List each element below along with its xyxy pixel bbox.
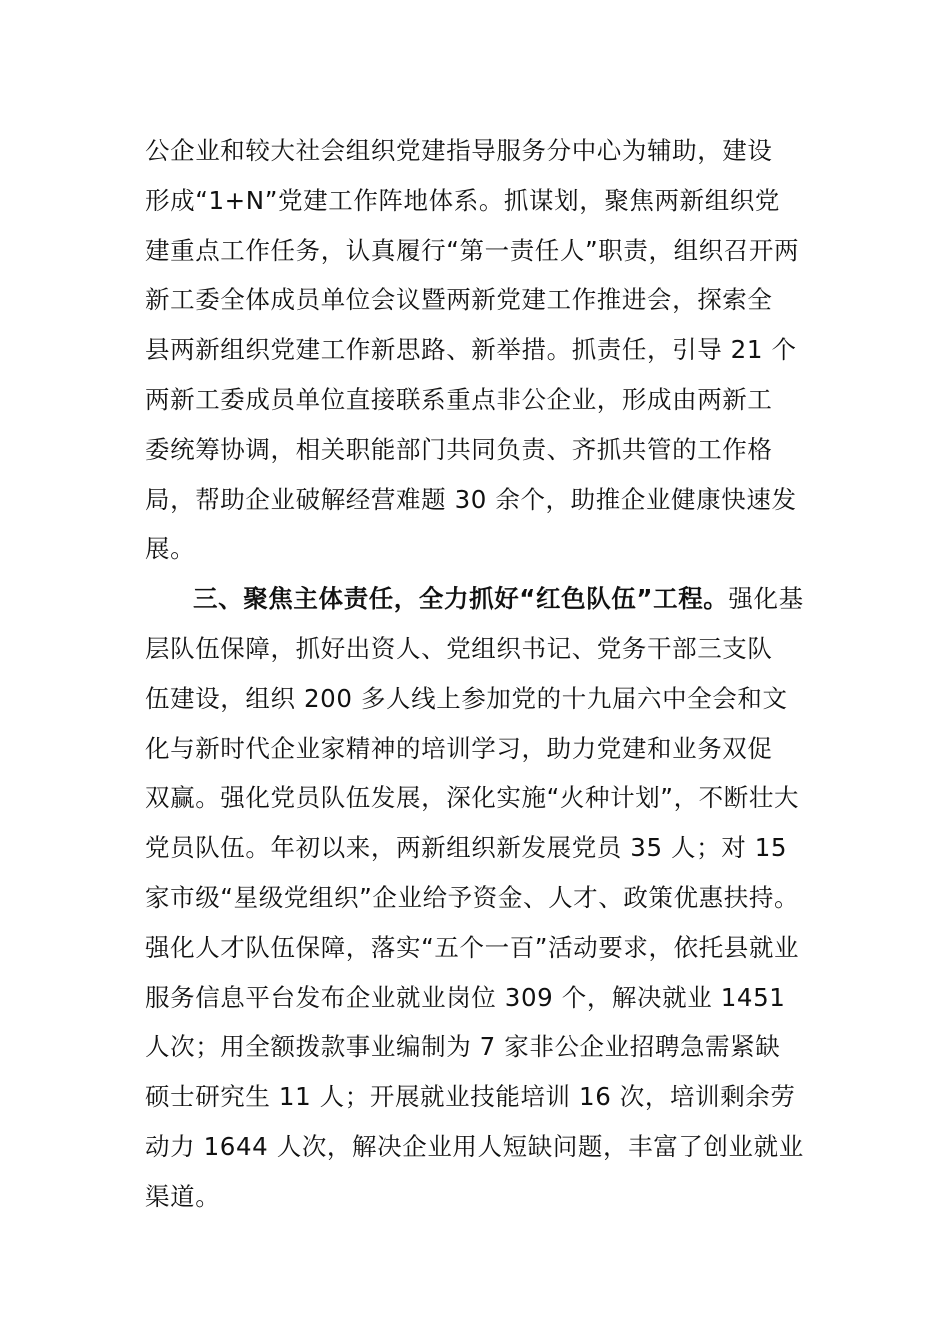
section-heading: 三、聚焦主体责任，全力抓好“红色队伍”工程。: [193, 584, 729, 614]
paragraph-line: 化与新时代企业家精神的培训学习，助力党建和业务双促: [145, 733, 773, 763]
paragraph-line: 家市级“星级党组织”企业给予资金、人才、政策优惠扶持。: [145, 882, 800, 912]
first-line-text: 强化基: [728, 584, 804, 614]
paragraph-line: 动力 1644 人次，解决企业用人短缺问题，丰富了创业就业: [145, 1131, 804, 1161]
paragraph-2: [145, 574, 815, 1221]
paragraph-line: 委统筹协调，相关职能部门共同负责、齐抓共管的工作格: [145, 434, 773, 464]
paragraph-line: 县两新组织党建工作新思路、新举措。抓责任，引导 21 个: [145, 335, 797, 365]
paragraph-line: 渠道。: [145, 1181, 221, 1211]
paragraph-line: 伍建设，组织 200 多人线上参加党的十九届六中全会和文: [145, 683, 788, 713]
paragraph-line: 公企业和较大社会组织党建指导服务分中心为辅助，建设: [145, 136, 773, 165]
paragraph-line: 硕士研究生 11 人；开展就业技能培训 16 次，培训剩余劳: [145, 1082, 796, 1112]
paragraph-line: 党员队伍。年初以来，两新组织新发展党员 35 人；对 15: [145, 833, 788, 863]
paragraph-line: 服务信息平台发布企业就业岗位 309 个，解决就业 1451: [145, 982, 786, 1012]
paragraph-line: 局，帮助企业破解经营难题 30 余个，助推企业健康快速发: [145, 484, 797, 514]
paragraph-line: 强化人才队伍保障，落实“五个一百”活动要求，依托县就业: [145, 932, 800, 962]
paragraph-line: 展。: [145, 534, 196, 564]
paragraph-line: 两新工委成员单位直接联系重点非公企业，形成由两新工: [145, 384, 773, 414]
paragraph-line: 双赢。强化党员队伍发展，深化实施“火种计划”，不断壮大: [145, 783, 800, 813]
paragraph-line: 建重点工作任务，认真履行“第一责任人”职责，组织召开两: [145, 235, 800, 265]
paragraph-line: 新工委全体成员单位会议暨两新党建工作推进会，探索全: [145, 285, 773, 315]
paragraph-line: 人次；用全额拨款事业编制为 7 家非公企业招聘急需紧缺: [145, 1032, 781, 1062]
paragraph-first-line: [145, 574, 815, 624]
paragraph-line: 层队伍保障，抓好出资人、党组织书记、党务干部三支队: [145, 633, 773, 663]
paragraph-line: 形成“1+N”党建工作阵地体系。抓谋划，聚焦两新组织党: [145, 185, 781, 215]
paragraph-1: [145, 126, 815, 574]
body-text: [145, 126, 815, 1222]
